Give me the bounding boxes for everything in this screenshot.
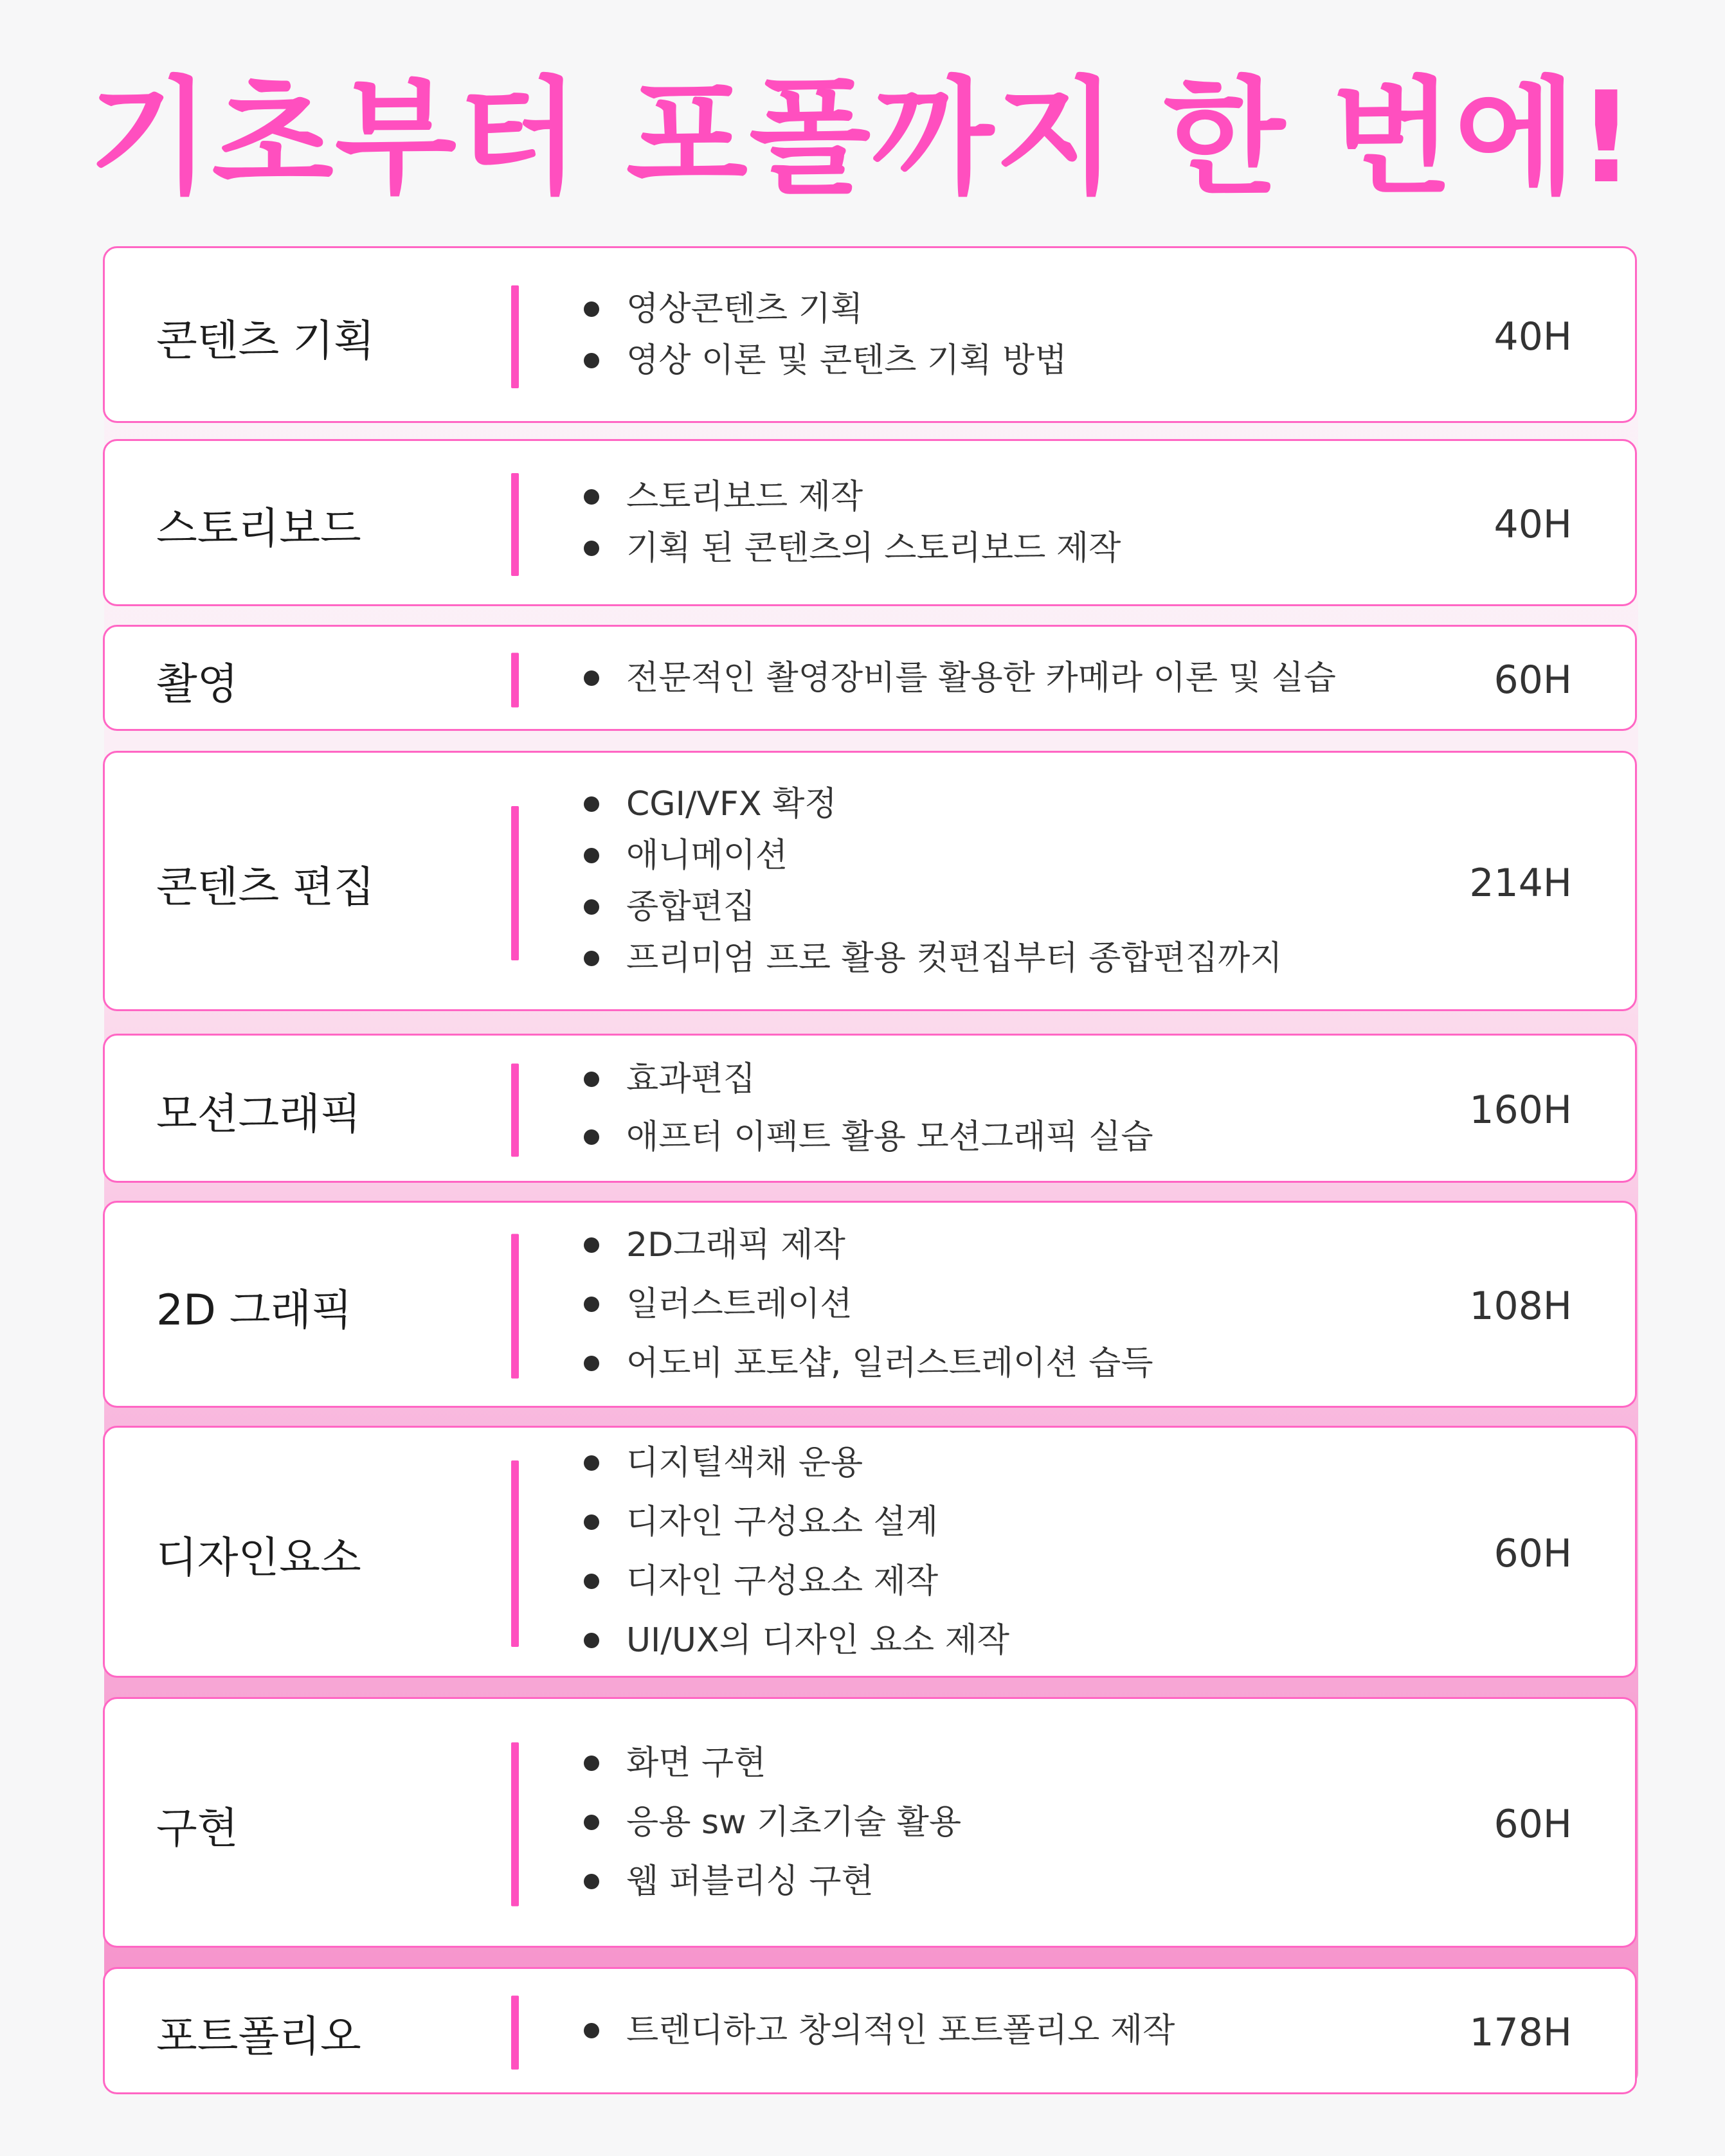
module-hours: 160H [1469, 1088, 1572, 1133]
module-name: 모션그래픽 [156, 1089, 361, 1139]
module-item: 응용 sw 기초기술 활용 [584, 1793, 1548, 1852]
module-item: 일러스트레이션 [584, 1275, 1548, 1334]
module-items [584, 1699, 1548, 1946]
divider-bar [511, 806, 519, 960]
module-item: 디자인 구성요소 설계 [584, 1493, 1548, 1552]
curriculum-card [103, 1967, 1637, 2094]
module-name: 디자인요소 [156, 1532, 361, 1583]
module-item: 웹 퍼블리싱 구현 [584, 1852, 1548, 1911]
module-hours: 40H [1494, 502, 1572, 547]
divider-bar [511, 1996, 519, 2070]
module-item: 영상콘텐츠 기획 [584, 283, 1548, 335]
curriculum-card [103, 246, 1637, 423]
module-item: 애니메이션 [584, 830, 1548, 881]
module-item: 효과편집 [584, 1050, 1548, 1108]
module-name: 포트폴리오 [156, 2011, 361, 2062]
curriculum-card [103, 1697, 1637, 1948]
module-hours: 178H [1469, 2010, 1572, 2055]
module-item: 2D그래픽 제작 [584, 1216, 1548, 1275]
module-item: CGI/VFX 확정 [584, 778, 1548, 830]
module-hours: 214H [1469, 860, 1572, 906]
module-hours: 40H [1494, 314, 1572, 359]
module-item: 화면 구현 [584, 1734, 1548, 1793]
curriculum-card [103, 1426, 1637, 1678]
divider-bar [511, 473, 519, 576]
curriculum-card [103, 625, 1637, 731]
module-items [584, 441, 1548, 604]
module-items [584, 248, 1548, 421]
module-item: 디자인 구성요소 제작 [584, 1552, 1548, 1611]
module-hours: 60H [1494, 1531, 1572, 1576]
divider-bar [511, 1743, 519, 1907]
divider-bar [511, 652, 519, 707]
module-items [584, 1428, 1548, 1676]
divider-bar [511, 1234, 519, 1379]
curriculum-card [103, 439, 1637, 606]
divider-bar [511, 1064, 519, 1157]
module-hours: 60H [1494, 657, 1572, 703]
module-item: 영상 이론 및 콘텐츠 기획 방법 [584, 335, 1548, 386]
module-item: 디지털색채 운용 [584, 1433, 1548, 1493]
module-name: 콘텐츠 기획 [156, 316, 375, 365]
module-items [584, 1203, 1548, 1406]
module-items [584, 753, 1548, 1009]
module-item: 프리미엄 프로 활용 컷편집부터 종합편집까지 [584, 933, 1548, 984]
module-item: 종합편집 [584, 881, 1548, 933]
curriculum-card [103, 1034, 1637, 1183]
curriculum-card [103, 1201, 1637, 1408]
module-name: 스토리보드 [156, 503, 361, 553]
module-name: 촬영 [156, 659, 239, 708]
module-item: 애프터 이펙트 활용 모션그래픽 실습 [584, 1108, 1548, 1166]
module-item: 전문적인 촬영장비를 활용한 카메라 이론 및 실습 [584, 652, 1548, 704]
module-item: 기획 된 콘텐츠의 스토리보드 제작 [584, 523, 1548, 574]
module-items [584, 1969, 1548, 2092]
module-item: 어도비 포토샵, 일러스트레이션 습득 [584, 1334, 1548, 1393]
module-item: UI/UX의 디자인 요소 제작 [584, 1611, 1548, 1670]
module-items [584, 1036, 1548, 1181]
module-name: 콘텐츠 편집 [156, 862, 375, 912]
module-hours: 60H [1494, 1802, 1572, 1847]
curriculum-card [103, 751, 1637, 1011]
module-item: 트렌디하고 창의적인 포트폴리오 제작 [584, 2005, 1548, 2056]
divider-bar [511, 1460, 519, 1647]
divider-bar [511, 285, 519, 388]
page-title: 기초부터 포폴까지 한 번에! [89, 65, 1636, 211]
module-item: 스토리보드 제작 [584, 471, 1548, 523]
module-name: 구현 [156, 1803, 239, 1853]
module-name: 2D 그래픽 [156, 1285, 353, 1335]
module-items [584, 627, 1548, 729]
module-hours: 108H [1469, 1284, 1572, 1329]
